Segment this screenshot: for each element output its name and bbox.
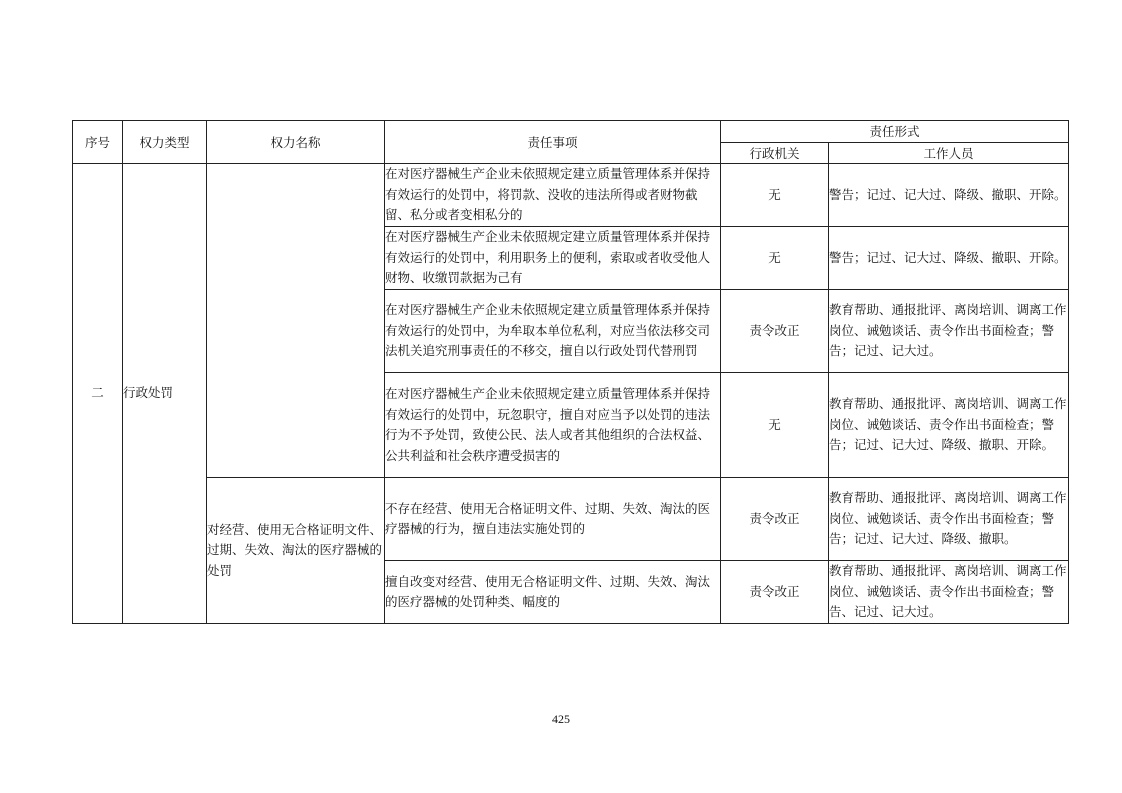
header-staff: 工作人员 bbox=[829, 143, 1069, 164]
matter-cell: 擅自改变对经营、使用无合格证明文件、过期、失效、淘汰的医疗器械的处罚种类、幅度的 bbox=[385, 561, 721, 624]
header-seq: 序号 bbox=[73, 121, 123, 164]
staff-cell: 教育帮助、通报批评、离岗培训、调离工作岗位、诫勉谈话、责令作出书面检查；警告；记过、记大过、降级、撤职、开除。 bbox=[829, 373, 1069, 478]
org-cell: 无 bbox=[721, 227, 829, 290]
staff-cell: 警告；记过、记大过、降级、撤职、开除。 bbox=[829, 164, 1069, 227]
staff-cell: 警告；记过、记大过、降级、撤职、开除。 bbox=[829, 227, 1069, 290]
org-cell: 责令改正 bbox=[721, 290, 829, 373]
header-matter: 责任事项 bbox=[385, 121, 721, 164]
power-name-cell-empty bbox=[207, 164, 385, 478]
staff-cell: 教育帮助、通报批评、离岗培训、调离工作岗位、诫勉谈话、责令作出书面检查；警告、记过、记大过。 bbox=[829, 561, 1069, 624]
power-type-cell: 行政处罚 bbox=[123, 164, 207, 624]
org-cell: 责令改正 bbox=[721, 478, 829, 561]
matter-cell: 在对医疗器械生产企业未依照规定建立质量管理体系并保持有效运行的处罚中，为牟取本单位私利，对应当依法移交司法机关追究刑事责任的不移交，擅自以行政处罚代替刑罚 bbox=[385, 290, 721, 373]
power-name-cell: 对经营、使用无合格证明文件、过期、失效、淘汰的医疗器械的处罚 bbox=[207, 478, 385, 624]
header-power-type: 权力类型 bbox=[123, 121, 207, 164]
matter-cell: 在对医疗器械生产企业未依照规定建立质量管理体系并保持有效运行的处罚中，玩忽职守，擅自对应当予以处罚的违法行为不予处罚，致使公民、法人或者其他组织的合法权益、公共利益和社会秩序遭受损害的 bbox=[385, 373, 721, 478]
header-power-name: 权力名称 bbox=[207, 121, 385, 164]
org-cell: 无 bbox=[721, 373, 829, 478]
page-number: 425 bbox=[552, 712, 570, 726]
staff-cell: 教育帮助、通报批评、离岗培训、调离工作岗位、诫勉谈话、责令作出书面检查；警告；记过、记大过。 bbox=[829, 290, 1069, 373]
header-org: 行政机关 bbox=[721, 143, 829, 164]
staff-cell: 教育帮助、通报批评、离岗培训、调离工作岗位、诫勉谈话、责令作出书面检查；警告；记过、记大过、降级、撤职。 bbox=[829, 478, 1069, 561]
org-cell: 责令改正 bbox=[721, 561, 829, 624]
table-row bbox=[73, 164, 1069, 227]
org-cell: 无 bbox=[721, 164, 829, 227]
responsibility-table bbox=[72, 120, 1069, 624]
table-row bbox=[73, 478, 1069, 561]
header-form: 责任形式 bbox=[721, 121, 1069, 143]
matter-cell: 在对医疗器械生产企业未依照规定建立质量管理体系并保持有效运行的处罚中，利用职务上的便利，索取或者收受他人财物、收缴罚款据为己有 bbox=[385, 227, 721, 290]
matter-cell: 不存在经营、使用无合格证明文件、过期、失效、淘汰的医疗器械的行为，擅自违法实施处罚的 bbox=[385, 478, 721, 561]
seq-cell: 二 bbox=[73, 164, 123, 624]
matter-cell: 在对医疗器械生产企业未依照规定建立质量管理体系并保持有效运行的处罚中，将罚款、没收的违法所得或者财物截留、私分或者变相私分的 bbox=[385, 164, 721, 227]
header-row-1 bbox=[73, 121, 1069, 143]
